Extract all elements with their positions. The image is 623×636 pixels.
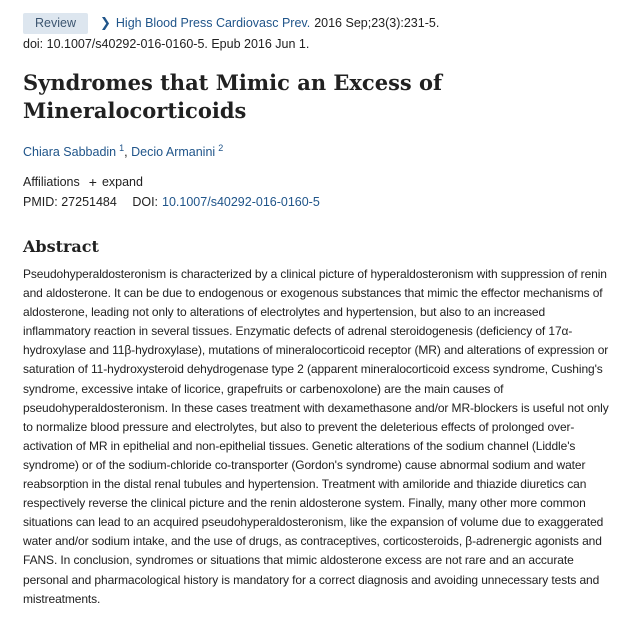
plus-icon: + [88,174,97,190]
affiliation-number[interactable]: 2 [218,143,224,153]
doi-label: DOI: [132,195,159,209]
author-list [23,143,613,161]
doi-epub-line: doi: 10.1007/s40292-016-0160-5. Epub 2016 Jun 1. [23,37,310,51]
doi-link[interactable]: 10.1007/s40292-016-0160-5 [162,195,320,209]
article-meta [23,12,613,34]
chevron-right-icon: ❯ [100,15,111,30]
expand-label[interactable]: expand [101,175,143,189]
affiliations-label: Affiliations [23,175,80,189]
journal-link[interactable]: High Blood Press Cardiovasc Prev. [115,16,311,30]
article-type-badge: Review [23,13,88,34]
affiliations-toggle[interactable] [23,173,613,191]
citation-text: 2016 Sep;23(3):231-5. [314,16,440,30]
article-page [23,12,613,609]
pmid-value: 27251484 [61,195,117,209]
abstract-heading: Abstract [23,237,99,256]
affiliation-number[interactable]: 1 [119,143,125,153]
author-link[interactable]: Chiara Sabbadin [23,145,117,160]
abstract-text: Pseudohyperaldosteronism is characterized by a clinical picture of hyperaldosteronism with suppression of renin and aldosterone. It can be due to endogenous or exogenous substances that mimic the effector mechanisms of aldosterone, leading not only to alterations of electrolytes and hypertension, but also to an increased inflammatory reaction in several tissues. Enzymatic defects of adrenal steroidogenesis (deficiency of 17α-hydroxylase and 11β-hydroxylase), mutations of mineralocorticoid receptor (MR) and alterations of expression or saturation of 11-hydroxysteroid dehydrogenase type 2 (apparent mineralocorticoid excess syndrome, Cushing's syndrome, excessive intake of licorice, grapefruits or carbenoxolone) are the main causes of pseudohyperaldosteronism. In these cases treatment with dexamethasone and/or MR-blockers is useful not only to normalize blood pressure and electrolytes, but also to prevent the deleterious effects of prolonged over-activation of MR in epithelial and non-epithelial tissues. Genetic alterations of the sodium channel (Liddle's syndrome) or of the sodium-chloride co-transporter (Gordon's syndrome) cause abnormal sodium and water reabsorption in the distal renal tubules and hypertension. Treatment with amiloride and thiazide diuretics can respectively reverse the clinical picture and the renin aldosterone system. Finally, many other more common situations can lead to an acquired pseudohyperaldosteronism, like the expansion of volume due to exaggerated water and/or sodium intake, and the use of drugs, as contraceptives, corticosteroids, β-adrenergic agonists and FANS. In conclusion, syndromes or situations that mimic aldosterone excess are not rare and an accurate personal and pharmacological history is mandatory for a correct diagnosis and avoiding unnecessary tests and mistreatments. [23,267,609,606]
author-separator: , [124,145,128,160]
article-title: Syndromes that Mimic an Excess of Mineralocorticoids [23,70,443,123]
pmid-label: PMID: [23,195,58,209]
author-link[interactable]: Decio Armanini [131,145,216,160]
identifiers [23,195,613,213]
